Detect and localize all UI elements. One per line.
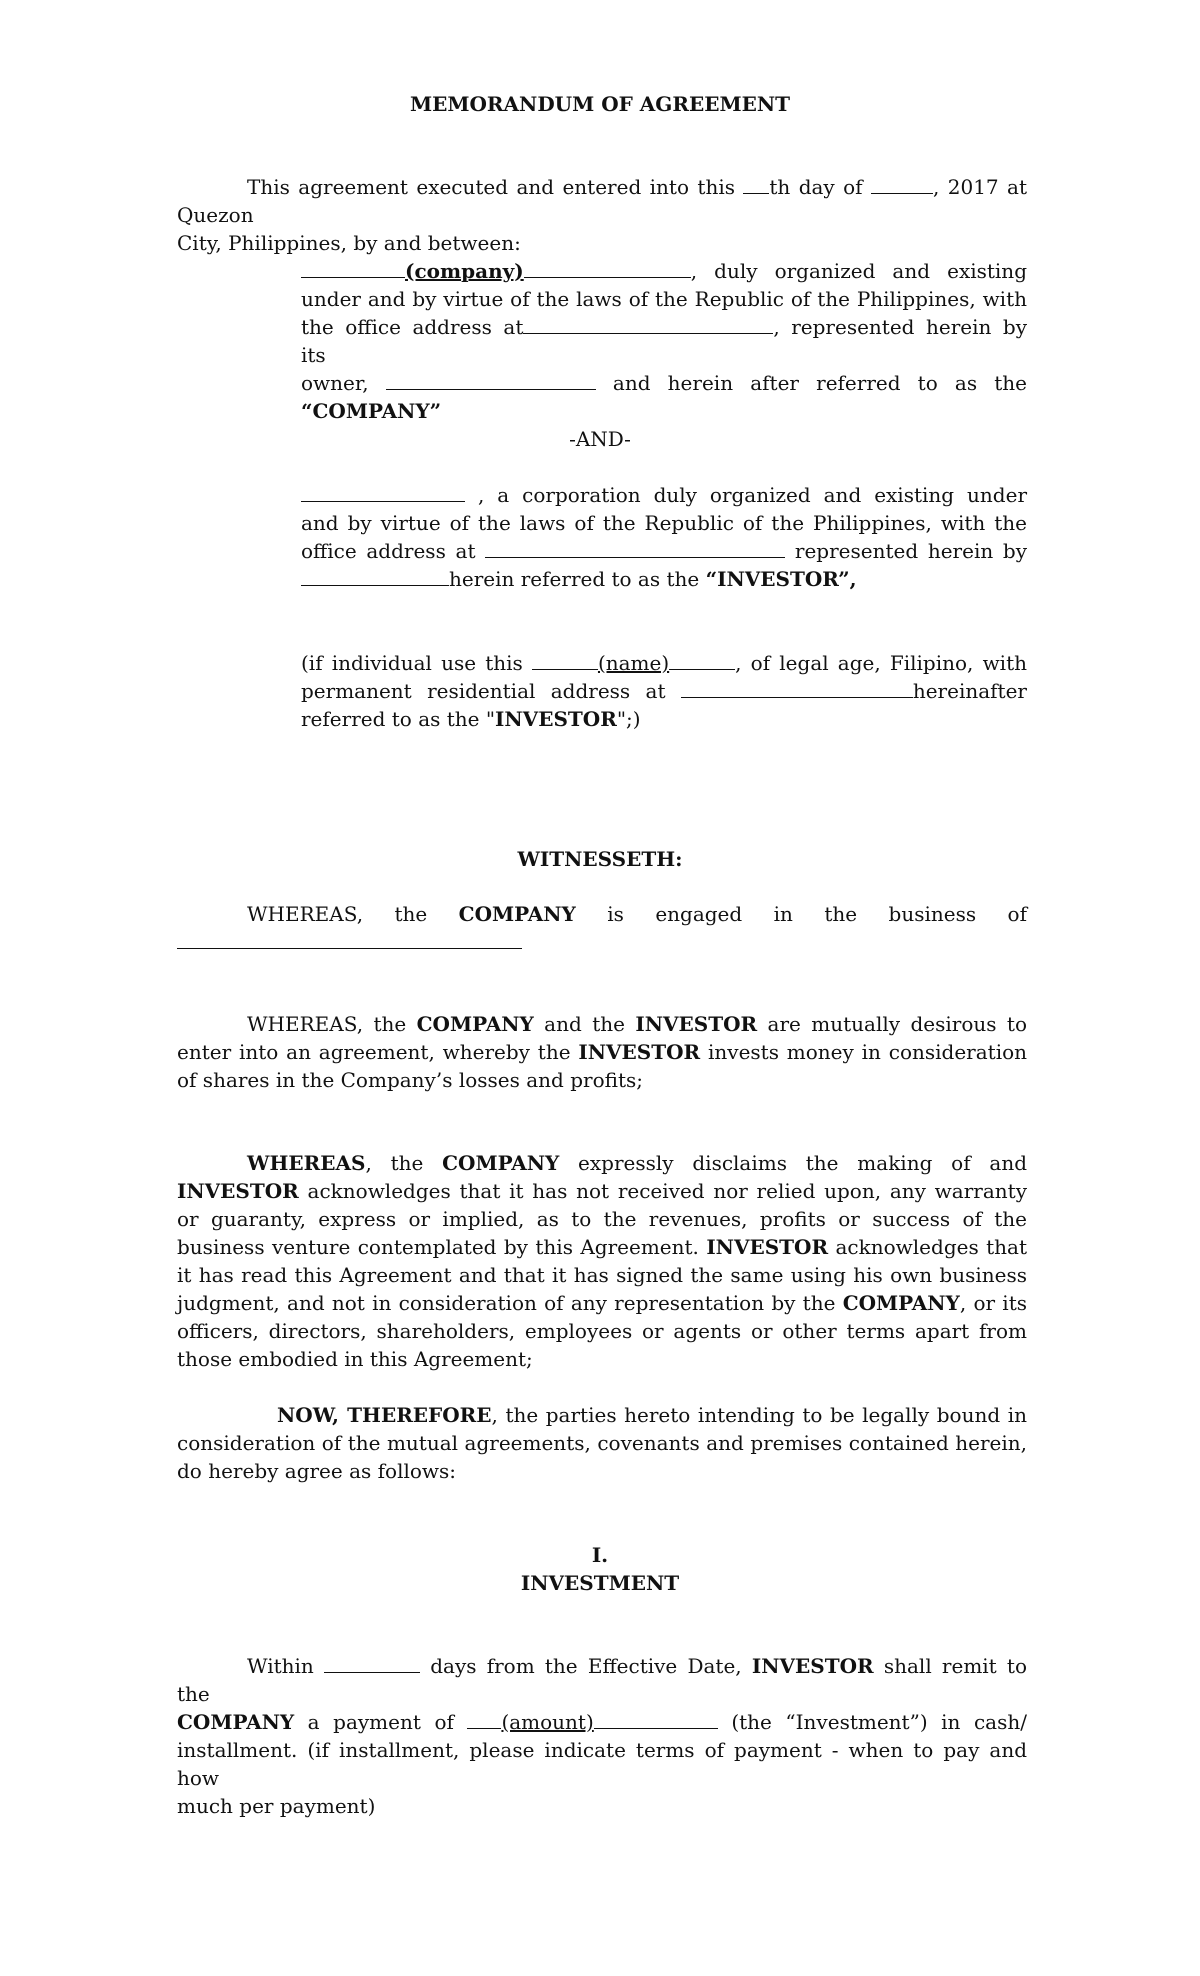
now-therefore-clause: NOW, THEREFORE, the parties hereto intending to be legally bound in consideration of the mutual agreements, covenants and premises contained herein, do hereby agree as follows: (177, 1403, 1027, 1483)
document-title: MEMORANDUM OF AGREEMENT (409, 92, 791, 116)
owner-blank (386, 371, 596, 390)
witnesseth-heading: WITNESSETH: (517, 847, 683, 871)
investor-party-block: , a corporation duly organized and existing under and by virtue of the laws of the Republic of the Philippines, with the office address at represented herein by herein referred to as the “INVESTOR”, (301, 483, 1028, 591)
investor-label: “INVESTOR”, (705, 567, 857, 591)
office-address-blank (523, 315, 773, 334)
company-label: “COMPANY” (301, 399, 442, 423)
individual-note-block: (if individual use this (name) , of legal age, Filipino, with permanent residential address at hereinafter referred to as the "INVESTOR";) (301, 651, 1027, 731)
representative-blank (301, 567, 449, 586)
name-placeholder: (name) (597, 651, 670, 675)
intro-line-2: City, Philippines, by and between: (177, 231, 521, 255)
investment-clause: Within days from the Effective Date, INVESTOR shall remit to the COMPANY a payment of (amount) (the “Investment”) in cash/ installment. (if installment, please indicate terms of payment - when to pay and how much per payment) (177, 1654, 1028, 1818)
amount-placeholder: (amount) (501, 1710, 594, 1734)
month-blank (871, 175, 933, 194)
intro-paragraph (177, 173, 1027, 257)
company-party-block: (company) , duly organized and existing under and by virtue of the laws of the Republic of the Philippines, with the office address at , represented herein by its owner, and herein after referred to as the “COMPANY” (301, 259, 1027, 423)
days-blank (324, 1654, 420, 1673)
investor-address-blank (485, 539, 785, 558)
whereas-clause-3: WHEREAS, the COMPANY expressly disclaims the making of and INVESTOR acknowledges that it has not received nor relied upon, any warranty or guaranty, express or implied, as to the revenues, profits or success of the business venture contemplated by this Agreement. INVESTOR acknowledges that it has read this Agreement and that it has signed the same using his own business judgment, and not in consideration of any representation by the COMPANY, or its officers, directors, shareholders, employees or agents or other terms apart from those embodied in this Agreement; (177, 1151, 1028, 1371)
business-blank (177, 930, 522, 949)
company-placeholder: (company) (405, 259, 524, 283)
corporation-blank (301, 483, 465, 502)
section-title: INVESTMENT (520, 1571, 680, 1595)
and-separator: -AND- (569, 427, 631, 451)
residential-address-blank (681, 679, 913, 698)
day-blank (743, 175, 769, 194)
section-number: I. (591, 1543, 609, 1567)
whereas-clause-1: WHEREAS, the COMPANY is engaged in the business of (177, 900, 1027, 956)
intro-line-1: This agreement executed and entered into this th day of , 2017 at Quezon (177, 175, 1027, 227)
whereas-clause-2: WHEREAS, the COMPANY and the INVESTOR are mutually desirous to enter into an agreement, whereby the INVESTOR invests money in consideration of shares in the Company’s losses and profits; (177, 1012, 1028, 1092)
